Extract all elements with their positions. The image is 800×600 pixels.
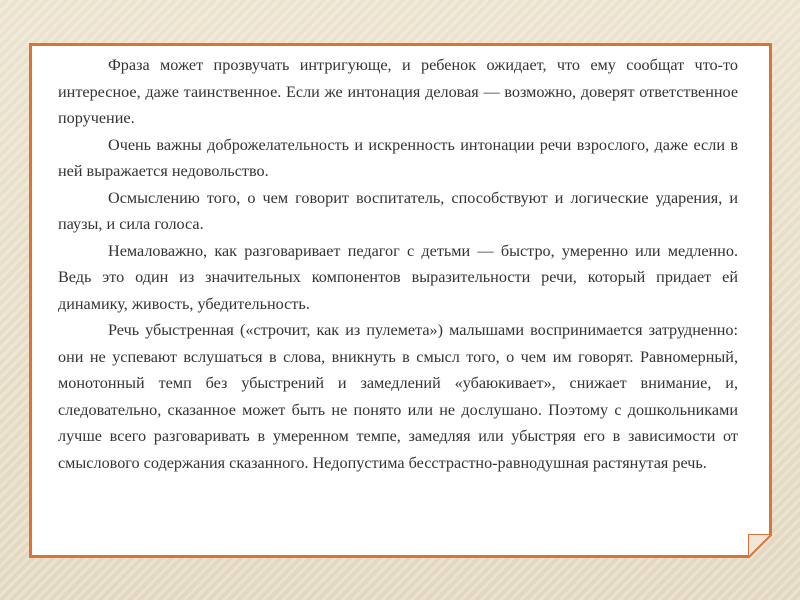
paragraph-2: Очень важны доброжелательность и искренность интонации речи взрослого, даже если в ней выражается недовольство. xyxy=(58,135,738,180)
slide-text xyxy=(58,52,738,476)
paragraph-5: Речь убыстренная («строчит, как из пулемета») малышами воспринимается затрудненно: они не успевают вслушаться в слова, вникнуть в смысл того, о чем им говорят. Равномерный, монотонный темп без убыстрений и замедлений «убаюкивает», снижает внимание, и, следовательно, сказанное может быть не понято или не дослушано. Поэтому с дошкольниками лучше всего разговаривать в умеренном темпе, замедляя или убыстряя его в зависимости от смыслового содержания сказанного. Недопустима бесстрастно-равнодушная растянутая речь. xyxy=(58,321,738,472)
paragraph-4: Немаловажно, как разговаривает педагог с детьми — быстро, умеренно или медленно. Ведь это один из значительных компонентов выразительности речи, который придает ей динамику, живость, убедительность. xyxy=(58,241,738,313)
paragraph-1: Фраза может прозвучать интригующе, и ребенок ожидает, что ему сообщат что-то интересное, даже таинственное. Если же интонация деловая — возможно, доверят ответственное поручение. xyxy=(58,56,738,127)
corner-fold-icon xyxy=(748,534,772,558)
paragraph-3: Осмыслению того, о чем говорит воспитатель, способствуют и логические ударения, и паузы, и сила голоса. xyxy=(58,188,738,233)
